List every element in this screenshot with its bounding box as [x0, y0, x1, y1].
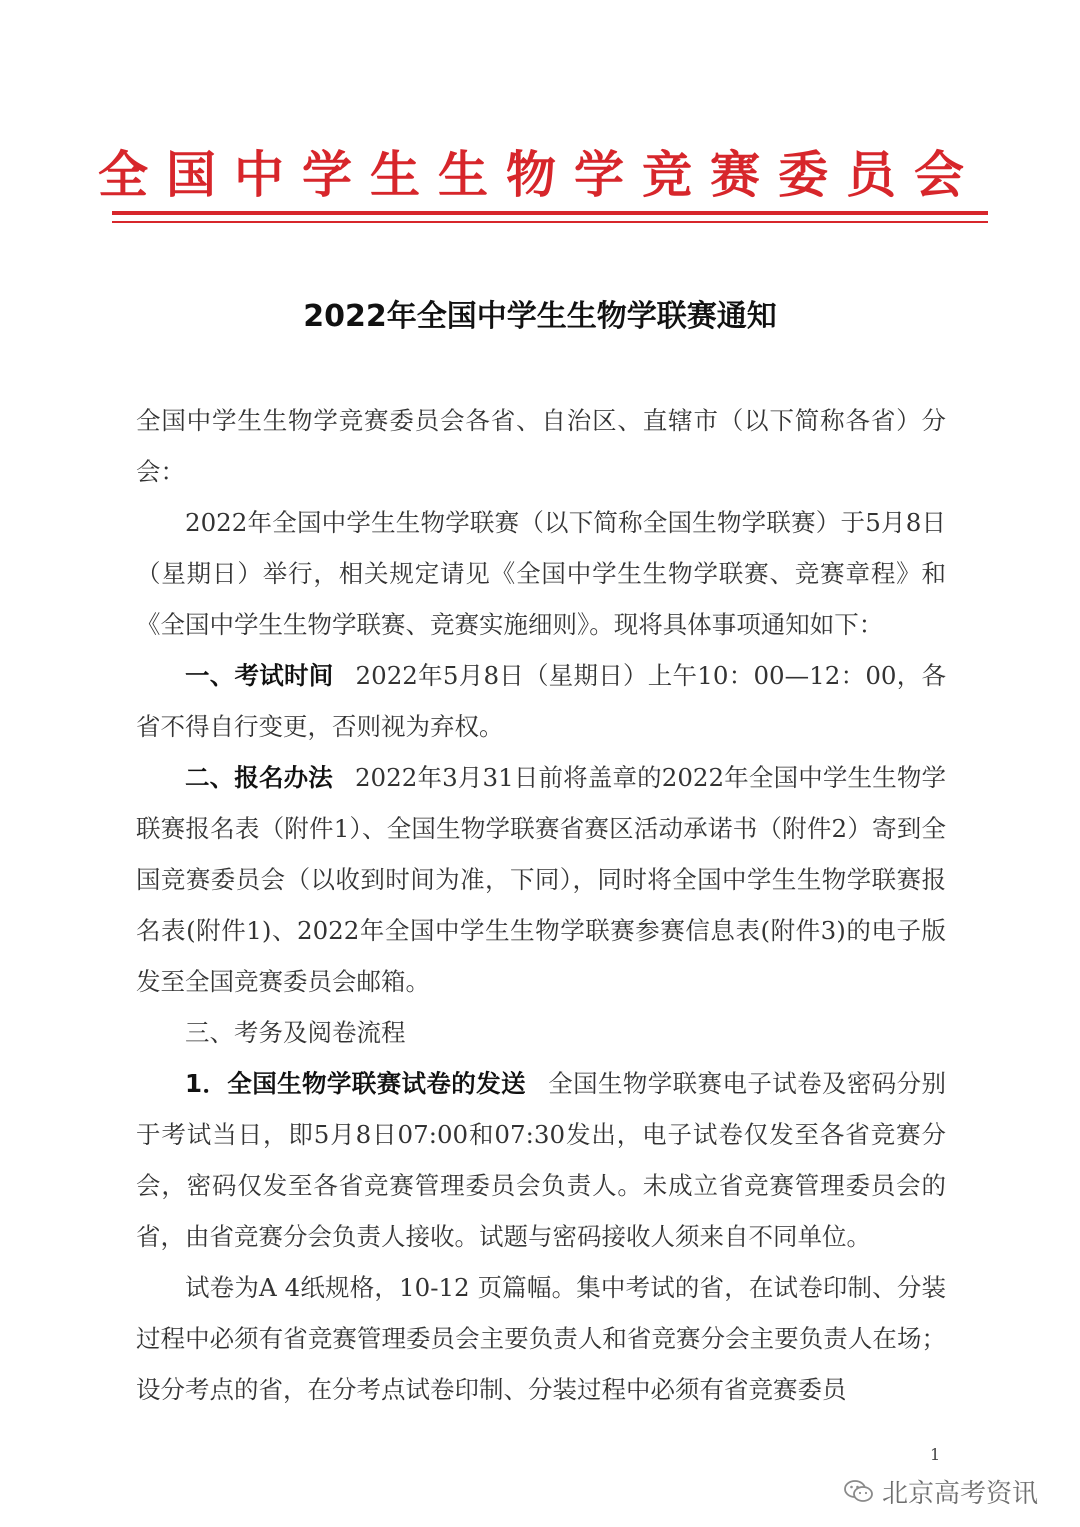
section-3-paragraph-2: 试卷为A 4纸规格，10-12 页篇幅。集中考试的省，在试卷印制、分装过程中必须有省竞赛管理委员会主要负责人和省竞赛分会主要负责人在场；设分考点的省，在分考点试卷印制、分装过程中必须有省竞赛委员 [136, 1273, 946, 1404]
page-number: 1 [930, 1445, 941, 1464]
section-3-item-1-text: 全国生物学联赛电子试卷及密码分别于考试当日，即5月8日07:00和07:30发出，电子试卷仅发至各省竞赛分会，密码仅发至各省竞赛管理委员会负责人。未成立省竞赛管理委员会的省，由省竞赛分会负责人接收。试题与密码接收人须来自不同单位。 [136, 1069, 946, 1251]
document-title: 2022年全国中学生生物学联赛通知 [303, 299, 777, 334]
watermark [844, 1473, 1038, 1510]
wechat-icon [844, 1479, 874, 1505]
section-3-item-1-heading: 1．全国生物学联赛试卷的发送 [185, 1069, 526, 1098]
section-3-heading: 三、考务及阅卷流程 [185, 1018, 406, 1047]
watermark-text: 北京高考资讯 [882, 1479, 1039, 1509]
masthead-rule-thin [112, 221, 988, 223]
section-2-heading: 二、报名办法 [185, 763, 333, 792]
masthead-title: 全国中学生生物学竞赛委员会 [98, 146, 982, 204]
masthead-rule-thick [112, 211, 988, 215]
intro-paragraph: 2022年全国中学生生物学联赛（以下简称全国生物学联赛）于5月8日（星期日）举行，相关规定请见《全国中学生生物学联赛、竞赛章程》和《全国中学生生物学联赛、竞赛实施细则》。现将具体事项通知如下： [136, 508, 946, 639]
section-1-text: 2022年5月8日（星期日）上午10：00—12：00，各省不得自行变更，否则视为弃权。 [136, 661, 947, 741]
salutation: 全国中学生生物学竞赛委员会各省、自治区、直辖市（以下简称各省）分会： [136, 406, 946, 486]
document-body [136, 395, 946, 1415]
section-1-heading: 一、考试时间 [185, 661, 334, 690]
section-1-paragraph [136, 650, 946, 752]
section-2-paragraph [136, 752, 946, 1007]
section-2-text: 2022年3月31日前将盖章的2022年全国中学生生物学联赛报名表（附件1）、全国生物学联赛省赛区活动承诺书（附件2）寄到全国竞赛委员会（以收到时间为准，下同），同时将全国中学生生物学联赛报名表(附件1)、2022年全国中学生生物学联赛参赛信息表(附件3)的电子版发至全国竞赛委员会邮箱。 [136, 763, 947, 996]
section-3-item-1-paragraph [136, 1058, 946, 1262]
